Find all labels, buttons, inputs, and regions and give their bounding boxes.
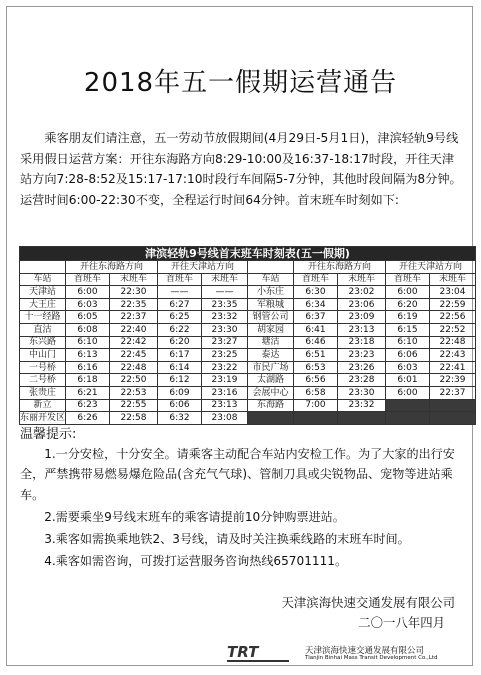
time-cell xyxy=(386,399,430,412)
time-cell: 6:27 xyxy=(158,298,202,311)
time-cell: 6:15 xyxy=(386,323,430,336)
table-row xyxy=(20,399,476,412)
time-cell: 22:52 xyxy=(430,323,476,336)
time-cell: 22:48 xyxy=(430,336,476,349)
time-cell: 6:26 xyxy=(66,412,110,425)
station-cell xyxy=(248,412,294,425)
column-header: 末班车 xyxy=(430,273,476,286)
station-cell: 小东庄 xyxy=(248,286,294,299)
time-cell: 6:46 xyxy=(294,336,338,349)
time-cell: 6:19 xyxy=(386,311,430,324)
time-cell xyxy=(294,412,338,425)
station-cell: 会展中心 xyxy=(248,386,294,399)
time-cell: 6:06 xyxy=(158,399,202,412)
column-header: 车站 xyxy=(248,273,294,286)
time-cell: 6:00 xyxy=(66,286,110,299)
station-cell: 新立 xyxy=(20,399,66,412)
time-cell: 23:16 xyxy=(202,386,248,399)
time-cell: 7:00 xyxy=(294,399,338,412)
time-cell xyxy=(386,412,430,425)
time-cell: 23:06 xyxy=(338,298,386,311)
table-row xyxy=(20,412,476,425)
hint-item: 3.乘客如需换乘地铁2、3号线，请及时关注换乘线路的末班车时间。 xyxy=(44,532,410,547)
table-row xyxy=(20,349,476,362)
logo-name-en: Tianjin Binhai Mass Transit Development Co.,Ltd xyxy=(305,655,438,661)
column-header: 首班车 xyxy=(66,273,110,286)
time-cell: 6:16 xyxy=(66,361,110,374)
time-cell: 23:32 xyxy=(202,311,248,324)
time-cell: 6:22 xyxy=(158,323,202,336)
table-row xyxy=(20,361,476,374)
time-cell: 22:41 xyxy=(430,361,476,374)
time-cell: 6:10 xyxy=(386,336,430,349)
time-cell: 6:37 xyxy=(294,311,338,324)
station-cell: 泰达 xyxy=(248,349,294,362)
time-cell: 23:22 xyxy=(202,361,248,374)
hint-list xyxy=(20,444,465,574)
table-row xyxy=(20,286,476,299)
table-row xyxy=(20,311,476,324)
station-cell: 十一经路 xyxy=(20,311,66,324)
time-cell: 23:19 xyxy=(202,374,248,387)
table-row xyxy=(20,386,476,399)
time-cell xyxy=(430,412,476,425)
time-cell: 6:12 xyxy=(158,374,202,387)
column-header: 首班车 xyxy=(386,273,430,286)
station-cell: 塘沽 xyxy=(248,336,294,349)
station-cell: 东丽开发区 xyxy=(20,412,66,423)
hint-item: 4.乘客如需咨询，可拨打运营服务咨询热线65701111。 xyxy=(44,554,348,569)
timetable-group-row xyxy=(20,261,476,274)
time-cell: 23:26 xyxy=(338,361,386,374)
time-cell: 6:03 xyxy=(386,361,430,374)
time-cell: 6:20 xyxy=(158,336,202,349)
time-cell: 23:18 xyxy=(338,336,386,349)
group-header: 开往东海路方向 xyxy=(294,261,386,274)
group-header: 开往东海路方向 xyxy=(66,261,158,274)
column-header: 车站 xyxy=(20,273,66,286)
time-cell: 22:45 xyxy=(110,349,158,362)
station-cell: 钢管公司 xyxy=(248,311,294,324)
time-cell: 23:32 xyxy=(338,399,386,412)
time-cell: 23:13 xyxy=(202,399,248,412)
time-cell: 6:58 xyxy=(294,386,338,399)
time-cell: 22:43 xyxy=(430,349,476,362)
time-cell: 22:42 xyxy=(110,336,158,349)
table-row xyxy=(20,374,476,387)
time-cell: 6:09 xyxy=(158,386,202,399)
timetable-caption-row xyxy=(20,247,476,261)
time-cell: 6:41 xyxy=(294,323,338,336)
trt-logo-icon xyxy=(225,641,293,665)
time-cell: 6:13 xyxy=(66,349,110,362)
station-cell: 胡家园 xyxy=(248,323,294,336)
time-cell: 22:48 xyxy=(110,361,158,374)
time-cell: 23:27 xyxy=(202,336,248,349)
station-cell: 张贵庄 xyxy=(20,386,66,399)
time-cell: —— xyxy=(202,286,248,299)
column-header: 首班车 xyxy=(158,273,202,286)
time-cell: 23:08 xyxy=(202,412,248,425)
table-row xyxy=(20,298,476,311)
time-cell: 6:08 xyxy=(66,323,110,336)
timetable xyxy=(19,246,476,425)
time-cell: 22:55 xyxy=(110,399,158,412)
time-cell: 6:20 xyxy=(386,298,430,311)
timetable-header-row xyxy=(20,273,476,286)
time-cell: 23:30 xyxy=(338,386,386,399)
logo-name-cn: 天津滨海快速交通发展有限公司 xyxy=(305,646,425,656)
page-title: 2018年五一假期运营通告 xyxy=(83,68,398,98)
time-cell: 22:59 xyxy=(430,298,476,311)
station-cell: 军粮城 xyxy=(248,298,294,311)
column-header: 末班车 xyxy=(338,273,386,286)
time-cell: 6:30 xyxy=(294,286,338,299)
time-cell: 22:56 xyxy=(430,311,476,324)
time-cell: 23:35 xyxy=(202,298,248,311)
table-row xyxy=(20,323,476,336)
time-cell: 6:10 xyxy=(66,336,110,349)
group-header-blank xyxy=(20,261,66,274)
time-cell: 23:23 xyxy=(338,349,386,362)
time-cell: 6:56 xyxy=(294,374,338,387)
hint-title: 温馨提示: xyxy=(20,427,77,442)
time-cell: 22:35 xyxy=(110,298,158,311)
time-cell: 6:00 xyxy=(386,286,430,299)
time-cell: 22:30 xyxy=(110,286,158,299)
station-cell: 中山门 xyxy=(20,349,66,362)
time-cell: 23:04 xyxy=(430,286,476,299)
time-cell: 22:50 xyxy=(110,374,158,387)
footer-logo xyxy=(225,641,473,665)
time-cell: 6:25 xyxy=(158,311,202,324)
station-cell: 直沽 xyxy=(20,323,66,336)
svg-text:TRT: TRT xyxy=(227,643,259,661)
time-cell: 6:32 xyxy=(158,412,202,425)
time-cell: 22:53 xyxy=(110,386,158,399)
time-cell: 6:14 xyxy=(158,361,202,374)
group-header: 开往天津站方向 xyxy=(158,261,248,274)
time-cell: 6:06 xyxy=(386,349,430,362)
time-cell: 23:28 xyxy=(338,374,386,387)
intro-paragraph xyxy=(20,128,465,210)
time-cell: 6:17 xyxy=(158,349,202,362)
time-cell: 6:23 xyxy=(66,399,110,412)
column-header: 末班车 xyxy=(110,273,158,286)
station-cell: 天津站 xyxy=(20,286,66,299)
time-cell: —— xyxy=(158,286,202,299)
time-cell: 22:39 xyxy=(430,374,476,387)
time-cell: 23:25 xyxy=(202,349,248,362)
time-cell: 23:13 xyxy=(338,323,386,336)
time-cell xyxy=(430,399,476,412)
station-cell: 东兴路 xyxy=(20,336,66,349)
column-header: 首班车 xyxy=(294,273,338,286)
station-cell: 市民广场 xyxy=(248,361,294,374)
station-cell: 二号桥 xyxy=(20,374,66,387)
company-name: 天津滨海快速交通发展有限公司 xyxy=(281,595,455,610)
time-cell: 6:53 xyxy=(294,361,338,374)
timetable-caption: 津滨轻轨9号线首末班车时刻表(五一假期) xyxy=(20,247,476,261)
hint-item: 2.需要乘坐9号线末班车的乘客请提前10分钟购票进站。 xyxy=(44,509,345,524)
time-cell: 22:37 xyxy=(110,311,158,324)
time-cell: 23:30 xyxy=(202,323,248,336)
notice-date: 二〇一八年四月 xyxy=(358,615,445,630)
time-cell: 6:18 xyxy=(66,374,110,387)
time-cell xyxy=(338,412,386,425)
time-cell: 23:09 xyxy=(338,311,386,324)
time-cell: 23:02 xyxy=(338,286,386,299)
column-header: 末班车 xyxy=(202,273,248,286)
time-cell: 22:37 xyxy=(430,386,476,399)
time-cell: 6:03 xyxy=(66,298,110,311)
station-cell: 太湖路 xyxy=(248,374,294,387)
table-row xyxy=(20,336,476,349)
group-header-blank xyxy=(248,261,294,274)
time-cell: 6:05 xyxy=(66,311,110,324)
group-header: 开往天津站方向 xyxy=(386,261,476,274)
time-cell: 6:00 xyxy=(386,386,430,399)
intro-text: 乘客朋友们请注意，五一劳动节放假期间(4月29日-5月1日)，津滨轻轨9号线采用假日运营方案：开往东海路方向8:29-10:00及16:37-18:17时段，开往天津站方向7:28-8:52及15:17-17:10时段行车间隔5-7分钟，其他时段间隔为8分钟。运营时间6:00-22:30不变，全程运行时间64分钟。首末班车时刻如下: xyxy=(20,131,462,207)
station-cell: 一号桥 xyxy=(20,361,66,374)
time-cell: 6:34 xyxy=(294,298,338,311)
time-cell: 6:01 xyxy=(386,374,430,387)
hint-item: 1.一分安检，十分安全。请乘客主动配合车站内安检工作。为了大家的出行安全，严禁携带易燃易爆危险品(含充气气球)、管制刀具或尖锐物品、宠物等进站乘车。 xyxy=(20,447,455,502)
station-cell: 东海路 xyxy=(248,399,294,412)
time-cell: 22:58 xyxy=(110,412,158,425)
time-cell: 22:40 xyxy=(110,323,158,336)
time-cell: 6:21 xyxy=(66,386,110,399)
time-cell: 6:51 xyxy=(294,349,338,362)
station-cell: 大王庄 xyxy=(20,298,66,311)
